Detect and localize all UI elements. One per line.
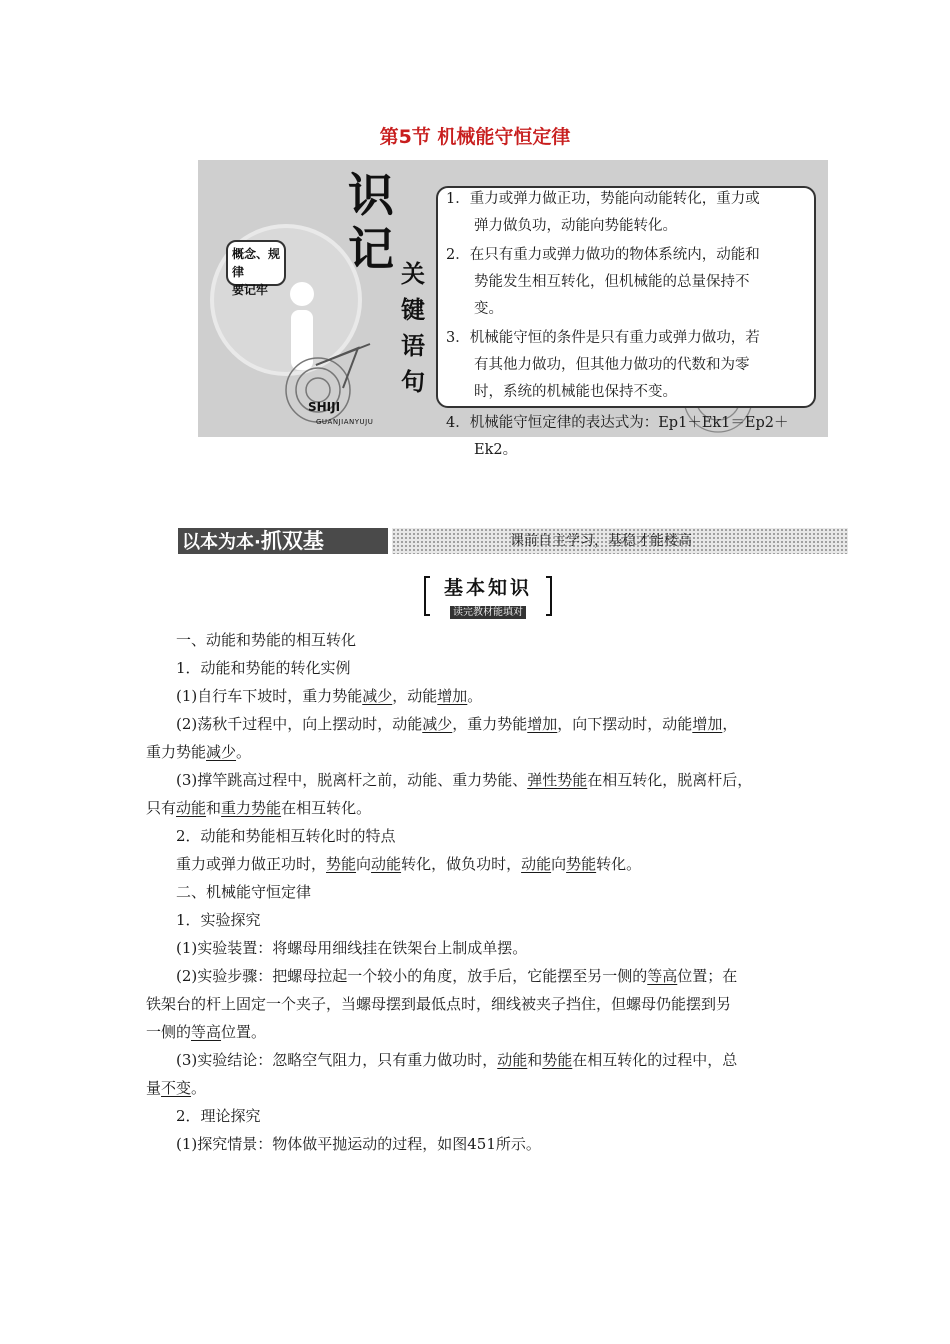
body-line [176,882,311,902]
body-text-span: 一、动能和势能的相互转化 [176,631,357,649]
body-text-span: 。 [467,687,483,705]
body-line [146,1078,206,1098]
key-point-line: Ek2。 [474,442,518,458]
body-line [176,1134,541,1154]
body-text-span: 转化。 [596,855,642,873]
answer-blank: 增加 [437,687,468,705]
section-band-title-a: 以本为本· [182,532,261,553]
bracket-left [424,576,430,616]
answer-blank: 减少 [362,687,393,705]
body-text-span: 位置。 [221,1023,267,1041]
body-text-span: 一侧的 [146,1023,192,1041]
body-text-span: 转化，做负功时， [401,855,522,873]
key-point-line: 2．在只有重力或弹力做功的物体系统内，动能和 [446,247,760,263]
body-text-span: 在相互转化。 [281,799,372,817]
answer-blank: 等高 [191,1023,222,1041]
answer-blank: 势能 [542,1051,573,1069]
body-text-span: (3)实验结论：忽略空气阻力，只有重力做功时， [176,1051,498,1069]
body-text-span: 1．实验探究 [176,911,261,929]
body-text-span: 向 [551,855,567,873]
key-point-line: 有其他力做功，但其他力做功的代数和为零 [474,357,750,373]
key-point-line: 3．机械能守恒的条件是只有重力或弹力做功，若 [446,330,760,346]
answer-blank: 势能 [566,855,597,873]
body-text-span: 。 [236,743,252,761]
body-line [176,1106,261,1126]
body-text-span: 重力势能 [146,743,207,761]
body-text-span: 重力或弹力做正功时， [176,855,327,873]
key-point-line: 势能发生相互转化，但机械能的总量保持不 [474,274,750,290]
answer-blank: 增加 [692,715,723,733]
body-text-span: 1．动能和势能的转化实例 [176,659,351,677]
brand-text: SHIJI [308,400,341,414]
body-line [146,798,371,818]
body-line [176,1050,737,1070]
big-char: 识 [348,168,394,222]
body-text-span: 和 [206,799,222,817]
speech-bubble [226,240,286,297]
key-point-line: 1．重力或弹力做正功，势能向动能转化，重力或 [446,191,760,207]
answer-blank: 弹性势能 [527,771,588,789]
badge-sub: 读完教材能填对 [450,606,526,619]
key-point-line: 弹力做负功，动能向势能转化。 [474,218,677,234]
answer-blank: 重力势能 [221,799,282,817]
body-line [146,742,251,762]
body-text-span: (1)探究情景：物体做平抛运动的过程，如图451所示。 [176,1135,541,1153]
body-text-span: (3)撑竿跳高过程中，脱离杆之前，动能、重力势能、 [176,771,528,789]
page-title: 第5节 机械能守恒定律 [379,126,571,148]
answer-blank: 不变 [161,1079,192,1097]
body-text-span: 2．理论探究 [176,1107,261,1125]
section-band-slogan: 课前自主学习，基稳才能楼高 [392,528,848,554]
body-text-span: 在相互转化，脱离杆后， [587,771,753,789]
body-line [176,686,482,706]
body-line [176,630,356,650]
body-text-span: 二、机械能守恒定律 [176,883,312,901]
answer-blank: 增加 [527,715,558,733]
bracket-right [546,576,552,616]
body-text-span: (2)荡秋千过程中，向上摆动时，动能 [176,715,423,733]
answer-blank: 动能 [371,855,402,873]
body-text-span: 在相互转化的过程中，总 [572,1051,738,1069]
answer-blank: 动能 [176,799,207,817]
body-text-span: ，向下摆动时，动能 [557,715,693,733]
body-text-span: 。 [191,1079,207,1097]
body-line [176,910,261,930]
answer-blank: 动能 [521,855,552,873]
bubble-line: 要记牢 [232,283,269,297]
body-line [176,938,527,958]
answer-blank: 势能 [326,855,357,873]
body-line [146,1022,266,1042]
section-band [178,528,848,554]
body-text-span: ，动能 [392,687,438,705]
body-text-span: 铁架台的杆上固定一个夹子，当螺母摆到最低点时，细线被夹子挡住，但螺母仍能摆到另 [146,995,732,1013]
body-line [176,658,351,678]
answer-blank: 减少 [206,743,237,761]
body-text-span: 向 [356,855,372,873]
answer-blank: 动能 [497,1051,528,1069]
side-heading: 关键语句 [401,260,425,396]
body-text-span: 只有 [146,799,177,817]
body-text-span: 量 [146,1079,162,1097]
key-point-line: 变。 [474,301,503,317]
section-band-title-b: 抓双基 [260,529,324,553]
body-line [176,770,752,790]
section-band-title [178,528,388,554]
body-text-span: 位置；在 [677,967,738,985]
body-text-span: (1)自行车下坡时，重力势能 [176,687,363,705]
body-line [176,966,737,986]
body-text-span: ，重力势能 [452,715,528,733]
big-char: 记 [348,222,394,276]
answer-blank: 等高 [647,967,678,985]
body-line [176,714,737,734]
key-point-line: 时，系统的机械能也保持不变。 [474,384,677,400]
body-text-span: ， [722,715,738,733]
answer-blank: 减少 [422,715,453,733]
badge-main: 基本知识 [443,577,532,599]
brand-subtext: GUANJIANYUJU [316,418,374,426]
body-line [146,994,731,1014]
body-text-span: (1)实验装置：将螺母用细线挂在铁架台上制成单摆。 [176,939,528,957]
body-text-span: (2)实验步骤：把螺母拉起一个较小的角度，放手后，它能摆至另一侧的 [176,967,648,985]
key-point-line: 4．机械能守恒定律的表达式为：Ep1＋Ek1＝Ep2＋ [446,415,789,431]
bubble-line: 概念、规律 [232,247,281,279]
body-text-span: 2．动能和势能相互转化时的特点 [176,827,396,845]
basic-knowledge-badge [424,576,552,618]
body-text-span: 和 [527,1051,543,1069]
body-line [176,826,396,846]
body-line [176,854,641,874]
